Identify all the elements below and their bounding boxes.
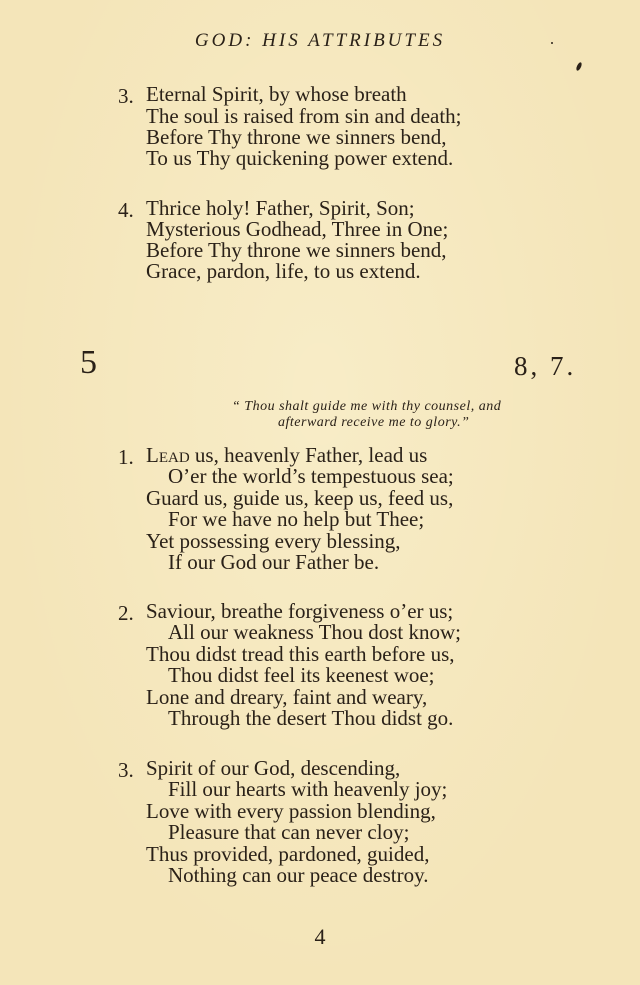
verse-line: Through the desert Thou didst go.	[168, 706, 454, 730]
verse-line: Thou didst feel its keenest woe;	[168, 663, 435, 687]
first-line-rest: us, heavenly Father, lead us	[189, 443, 428, 467]
verse-line: All our weakness Thou dost know;	[168, 620, 462, 644]
hymn-number: 5	[80, 344, 97, 381]
ink-speck	[575, 62, 582, 72]
verse-line: Mysterious Godhead, Three in One;	[146, 217, 449, 241]
running-header: GOD: HIS ATTRIBUTES	[194, 30, 446, 51]
verse-line: The soul is raised from sin and death;	[146, 104, 462, 128]
verse-line: If our God our Father be.	[168, 550, 380, 574]
verse-line: O’er the world’s tempestuous sea;	[168, 464, 454, 488]
verse-line: Yet possessing every blessing,	[146, 529, 401, 553]
verse-line: For we have no help but Thee;	[168, 507, 425, 531]
verse-number: 2.	[118, 601, 134, 625]
epigraph-line: afterward receive me to glory.”	[278, 415, 470, 430]
verse-line: Before Thy throne we sinners bend,	[146, 238, 447, 262]
verse-line: Spirit of our God, descending,	[146, 756, 401, 780]
verse-line: Pleasure that can never cloy;	[168, 820, 410, 844]
verse-line: Fill our hearts with heavenly joy;	[168, 777, 448, 801]
verse-line: To us Thy quickening power extend.	[146, 146, 454, 170]
verse-line	[146, 445, 427, 466]
ink-speck	[551, 42, 553, 44]
verse-number: 3.	[118, 84, 134, 108]
verse-line: Eternal Spirit, by whose breath	[146, 82, 407, 106]
first-word: Lead	[146, 443, 190, 467]
verse-line: Thou didst tread this earth before us,	[146, 642, 455, 666]
verse-line: Thrice holy! Father, Spirit, Son;	[146, 196, 415, 220]
verse-line: Saviour, breathe forgiveness o’er us;	[146, 599, 454, 623]
verse-line: Guard us, guide us, keep us, feed us,	[146, 486, 454, 510]
hymn-meter: 8, 7.	[514, 351, 577, 381]
verse-number: 1.	[118, 445, 134, 469]
verse-line: Before Thy throne we sinners bend,	[146, 125, 447, 149]
verse-number: 4.	[118, 198, 134, 222]
verse-number: 3.	[118, 758, 134, 782]
verse-line: Thus provided, pardoned, guided,	[146, 842, 430, 866]
verse-line: Nothing can our peace destroy.	[168, 863, 429, 887]
verse-line: Lone and dreary, faint and weary,	[146, 685, 428, 709]
page-number: 4	[314, 924, 326, 949]
verse-line: Love with every passion blending,	[146, 799, 436, 823]
epigraph-line: “ Thou shalt guide me with thy counsel, and	[232, 399, 502, 414]
verse-line: Grace, pardon, life, to us extend.	[146, 259, 421, 283]
